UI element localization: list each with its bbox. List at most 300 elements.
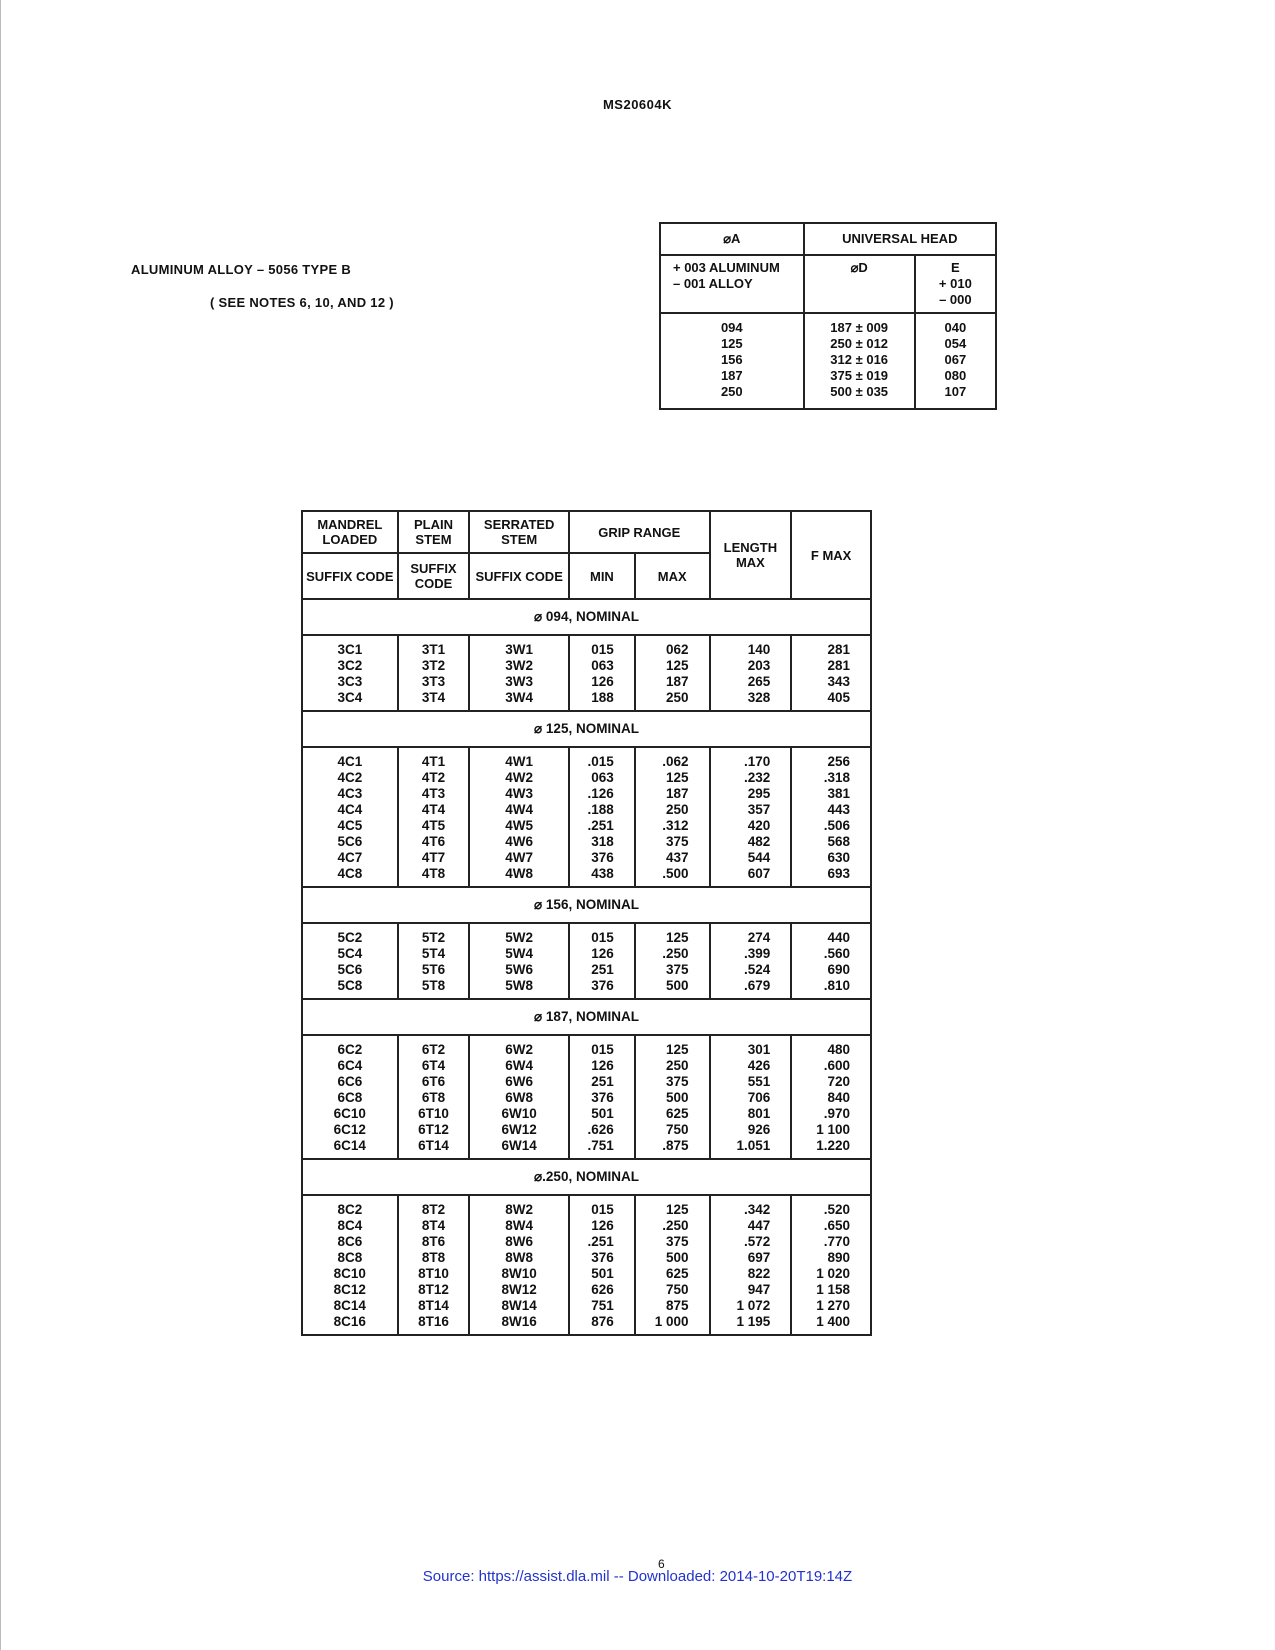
serrated-code: 8W14 (501, 1298, 537, 1313)
length-max: 801 (747, 1106, 771, 1121)
serrated-code: 3W2 (505, 658, 534, 673)
grip-max-cell (635, 747, 710, 887)
f-max-cell (791, 747, 871, 887)
mandrel-code: 3C4 (337, 690, 363, 705)
plain-code: 4T4 (421, 802, 446, 817)
header-plain-suffix-code: SUFFIX CODE (398, 553, 470, 599)
f-max: 568 (827, 834, 850, 849)
a-value: 094 (720, 320, 743, 335)
serrated-code: 8W8 (505, 1250, 534, 1265)
f-max: .810 (823, 978, 850, 993)
header-f-max: F MAX (791, 511, 871, 599)
a-value: 156 (720, 352, 743, 367)
notes-reference: ( SEE NOTES 6, 10, AND 12 ) (210, 295, 394, 310)
length-max-cell (710, 635, 792, 711)
length-max: 420 (747, 818, 771, 833)
serrated-code: 6W12 (501, 1122, 537, 1137)
header-grip-min: MIN (569, 553, 635, 599)
grip-min: 126 (591, 946, 614, 961)
length-max: 482 (747, 834, 771, 849)
length-max: 697 (747, 1250, 771, 1265)
length-max-cell (710, 1195, 792, 1335)
e-value: 067 (944, 352, 967, 367)
grip-min: 438 (591, 866, 614, 881)
grip-max: .875 (662, 1138, 689, 1153)
grip-max: 875 (666, 1298, 689, 1313)
grip-min: 376 (591, 850, 614, 865)
d-values-cell (804, 313, 915, 409)
section-title: ⌀ 156, NOMINAL (302, 887, 871, 923)
mandrel-code: 4C2 (337, 770, 363, 785)
serrated-code: 6W14 (501, 1138, 537, 1153)
f-max: .560 (823, 946, 850, 961)
length-max: .170 (743, 754, 771, 769)
plain-code: 6T4 (421, 1058, 446, 1073)
grip-min: 126 (591, 1058, 614, 1073)
serrated-code: 5W4 (505, 946, 534, 961)
serrated-code: 8W6 (505, 1234, 534, 1249)
f-max: .318 (823, 770, 850, 785)
serrated-code: 8W12 (501, 1282, 537, 1297)
plain-code: 8T16 (418, 1314, 449, 1329)
plain-code: 4T8 (421, 866, 446, 881)
section-data-row (302, 635, 871, 711)
serrated-code: 4W2 (505, 770, 534, 785)
mandrel-code: 8C6 (337, 1234, 363, 1249)
mandrel-code: 8C4 (337, 1218, 363, 1233)
length-max: 203 (747, 658, 771, 673)
grip-max-cell (635, 1195, 710, 1335)
e-value: 054 (944, 336, 967, 351)
mandrel-code: 5C6 (337, 834, 363, 849)
serrated-code: 8W4 (505, 1218, 534, 1233)
mandrel-code: 8C16 (333, 1314, 366, 1329)
plain-code: 8T12 (418, 1282, 449, 1297)
grip-max: 625 (666, 1266, 689, 1281)
mandrel-code: 8C2 (337, 1202, 363, 1217)
mandrel-code-cell (302, 635, 398, 711)
grip-min: 751 (591, 1298, 614, 1313)
grip-min: 876 (591, 1314, 614, 1329)
plain-code: 6T2 (421, 1042, 446, 1057)
plain-code: 4T2 (421, 770, 446, 785)
f-max: .650 (823, 1218, 850, 1233)
grip-min: .126 (587, 786, 614, 801)
mandrel-code-cell (302, 1195, 398, 1335)
length-max: 426 (747, 1058, 771, 1073)
plain-code: 4T1 (421, 754, 446, 769)
f-max: 1 100 (816, 1122, 850, 1137)
plain-code: 8T4 (421, 1218, 446, 1233)
grip-max: 062 (666, 642, 689, 657)
section-header-row (302, 887, 871, 923)
plain-code: 6T12 (418, 1122, 449, 1137)
section-title: ⌀.250, NOMINAL (302, 1159, 871, 1195)
source-footer: Source: https://assist.dla.mil -- Downloaded: 2014-10-20T19:14Z (422, 1568, 853, 1585)
grip-max: 375 (666, 1234, 689, 1249)
e-value: 040 (944, 320, 967, 335)
grip-min: 126 (591, 674, 614, 689)
plain-code: 6T14 (418, 1138, 449, 1153)
section-header-row (302, 711, 871, 747)
plain-code-cell (398, 1035, 470, 1159)
mandrel-code: 5C4 (337, 946, 363, 961)
serrated-code: 5W6 (505, 962, 534, 977)
grip-max: 250 (666, 690, 689, 705)
plain-code: 5T2 (421, 930, 446, 945)
plain-code: 5T6 (421, 962, 446, 977)
length-max: .232 (743, 770, 771, 785)
plain-code: 8T14 (418, 1298, 449, 1313)
mandrel-code: 3C2 (337, 658, 363, 673)
length-max-cell (710, 1035, 792, 1159)
grip-max: .500 (662, 866, 689, 881)
serrated-code: 6W4 (505, 1058, 534, 1073)
f-max-cell (791, 1035, 871, 1159)
f-max: .970 (823, 1106, 850, 1121)
grip-min: 015 (591, 930, 614, 945)
grip-min: .015 (587, 754, 614, 769)
grip-max: .250 (662, 946, 689, 961)
f-max: .600 (823, 1058, 850, 1073)
grip-max: 187 (666, 674, 689, 689)
plain-code: 4T6 (421, 834, 446, 849)
grip-max: .312 (662, 818, 689, 833)
rivet-dimension-table (301, 510, 872, 1336)
length-max: 706 (747, 1090, 771, 1105)
serrated-code: 6W8 (505, 1090, 534, 1105)
plain-code: 8T8 (421, 1250, 446, 1265)
f-max: 630 (827, 850, 850, 865)
d-value: 312 ± 016 (830, 352, 889, 367)
plain-code: 4T3 (421, 786, 446, 801)
f-max: 693 (827, 866, 850, 881)
length-max: 544 (747, 850, 771, 865)
a-tolerance-minus: – 001 ALLOY (673, 276, 753, 291)
length-max: 926 (747, 1122, 771, 1137)
plain-code: 3T4 (421, 690, 446, 705)
mandrel-code: 6C6 (337, 1074, 363, 1089)
grip-max: .250 (662, 1218, 689, 1233)
grip-min: 063 (591, 658, 614, 673)
header-grip-range: GRIP RANGE (569, 511, 710, 553)
grip-max: 750 (666, 1282, 689, 1297)
a-values-cell (660, 313, 804, 409)
grip-min: .188 (587, 802, 614, 817)
mandrel-code: 4C8 (337, 866, 363, 881)
section-data-row (302, 1035, 871, 1159)
plain-code: 3T1 (421, 642, 446, 657)
serrated-code: 4W4 (505, 802, 534, 817)
d-value: 250 ± 012 (830, 336, 889, 351)
f-max: .520 (823, 1202, 850, 1217)
f-max-cell (791, 1195, 871, 1335)
e-value: 080 (944, 368, 967, 383)
plain-code: 3T2 (421, 658, 446, 673)
section-header-row (302, 599, 871, 635)
mandrel-code: 6C10 (333, 1106, 366, 1121)
grip-min: 126 (591, 1218, 614, 1233)
header-mandrel-suffix-code: SUFFIX CODE (302, 553, 398, 599)
length-max: .342 (743, 1202, 771, 1217)
length-max-cell (710, 923, 792, 999)
length-max: 447 (747, 1218, 771, 1233)
e-value: 107 (944, 384, 967, 399)
serrated-code-cell (469, 1195, 569, 1335)
grip-max: 187 (666, 786, 689, 801)
length-max: .399 (743, 946, 771, 961)
plain-code: 6T8 (421, 1090, 446, 1105)
f-max: 405 (827, 690, 850, 705)
f-max: 1 158 (816, 1282, 850, 1297)
serrated-code-cell (469, 923, 569, 999)
grip-max: 125 (666, 1042, 689, 1057)
grip-min: .751 (587, 1138, 614, 1153)
f-max: 890 (827, 1250, 850, 1265)
mandrel-code: 4C5 (337, 818, 363, 833)
grip-max-cell (635, 635, 710, 711)
plain-code: 3T3 (421, 674, 446, 689)
grip-min: 376 (591, 978, 614, 993)
mandrel-code: 5C6 (337, 962, 363, 977)
serrated-code: 4W5 (505, 818, 534, 833)
grip-max: 500 (666, 1250, 689, 1265)
serrated-code: 3W1 (505, 642, 534, 657)
length-max: 274 (747, 930, 771, 945)
serrated-code: 8W16 (501, 1314, 537, 1329)
page-left-edge (0, 0, 1, 1650)
serrated-code: 6W2 (505, 1042, 534, 1057)
serrated-code: 3W3 (505, 674, 534, 689)
mandrel-code-cell (302, 923, 398, 999)
f-max: 281 (827, 658, 850, 673)
mandrel-code: 6C14 (333, 1138, 366, 1153)
serrated-code-cell (469, 747, 569, 887)
mandrel-code: 3C1 (337, 642, 363, 657)
mandrel-code-cell (302, 1035, 398, 1159)
f-max: 690 (827, 962, 850, 977)
plain-code-cell (398, 635, 470, 711)
serrated-code-cell (469, 1035, 569, 1159)
mandrel-code: 6C4 (337, 1058, 363, 1073)
mandrel-code: 4C1 (337, 754, 363, 769)
document-id: MS20604K (602, 97, 673, 112)
grip-max: 1 000 (654, 1314, 689, 1329)
length-max-cell (710, 747, 792, 887)
plain-code-cell (398, 923, 470, 999)
serrated-code: 4W6 (505, 834, 534, 849)
grip-min: 318 (591, 834, 614, 849)
f-max: 720 (827, 1074, 850, 1089)
a-value: 187 (720, 368, 743, 383)
length-max: 551 (747, 1074, 771, 1089)
a-value: 250 (720, 384, 743, 399)
rivet-table-body (302, 599, 871, 1335)
mandrel-code: 5C8 (337, 978, 363, 993)
grip-max: 250 (666, 802, 689, 817)
grip-max: 625 (666, 1106, 689, 1121)
f-max: 440 (827, 930, 850, 945)
mandrel-code: 4C7 (337, 850, 363, 865)
grip-min-cell (569, 747, 635, 887)
serrated-code: 5W8 (505, 978, 534, 993)
f-max-cell (791, 923, 871, 999)
plain-code: 4T7 (421, 850, 446, 865)
header-grip-max: MAX (635, 553, 710, 599)
serrated-code: 3W4 (505, 690, 534, 705)
universal-head-table (659, 222, 997, 410)
length-max: 607 (747, 866, 771, 881)
grip-max: 125 (666, 930, 689, 945)
a-tolerance-cell (660, 255, 804, 313)
mandrel-code: 8C12 (333, 1282, 366, 1297)
grip-max-cell (635, 923, 710, 999)
section-title: ⌀ 125, NOMINAL (302, 711, 871, 747)
mandrel-code: 5C2 (337, 930, 363, 945)
plain-code: 6T6 (421, 1074, 446, 1089)
f-max: 343 (827, 674, 850, 689)
grip-min: 188 (591, 690, 614, 705)
plain-code: 4T5 (421, 818, 446, 833)
mandrel-code-cell (302, 747, 398, 887)
f-max: 281 (827, 642, 850, 657)
serrated-code: 8W10 (501, 1266, 537, 1281)
col-e-header-cell (915, 255, 996, 313)
mandrel-code: 3C3 (337, 674, 363, 689)
f-max: 443 (827, 802, 850, 817)
serrated-code: 4W3 (505, 786, 534, 801)
d-value: 187 ± 009 (830, 320, 889, 335)
section-header-row (302, 999, 871, 1035)
grip-max: 375 (666, 834, 689, 849)
mandrel-code: 8C14 (333, 1298, 366, 1313)
grip-max: 500 (666, 1090, 689, 1105)
grip-min: 376 (591, 1250, 614, 1265)
plain-code: 8T2 (421, 1202, 446, 1217)
f-max: .770 (823, 1234, 850, 1249)
grip-max: .062 (662, 754, 689, 769)
mandrel-code: 8C8 (337, 1250, 363, 1265)
e-tolerance-plus: + 010 (938, 276, 972, 291)
header-serrated-stem: SERRATED STEM (469, 511, 569, 553)
plain-code: 6T10 (418, 1106, 449, 1121)
length-max: 1 195 (736, 1314, 771, 1329)
f-max: 381 (827, 786, 850, 801)
length-max: .679 (743, 978, 771, 993)
length-max: 301 (747, 1042, 771, 1057)
grip-min-cell (569, 923, 635, 999)
d-value: 500 ± 035 (830, 384, 889, 399)
length-max: 1 072 (736, 1298, 771, 1313)
mandrel-code: 6C8 (337, 1090, 363, 1105)
header-length-max: LENGTH MAX (710, 511, 792, 599)
plain-code: 8T10 (418, 1266, 449, 1281)
section-title: ⌀ 187, NOMINAL (302, 999, 871, 1035)
grip-max: 500 (666, 978, 689, 993)
grip-min: 251 (591, 1074, 614, 1089)
material-spec: ALUMINUM ALLOY – 5056 TYPE B (131, 262, 352, 277)
e-tolerance-minus: – 000 (939, 292, 972, 307)
plain-code-cell (398, 1195, 470, 1335)
f-max: 1 270 (816, 1298, 850, 1313)
grip-max: 375 (666, 1074, 689, 1089)
serrated-code-cell (469, 635, 569, 711)
mandrel-code: 4C3 (337, 786, 363, 801)
a-tolerance-plus: + 003 ALUMINUM (673, 260, 780, 275)
col-d-header: ⌀D (804, 255, 915, 313)
length-max: 357 (747, 802, 771, 817)
mandrel-code: 6C2 (337, 1042, 363, 1057)
grip-min: 626 (591, 1282, 614, 1297)
section-header-row (302, 1159, 871, 1195)
mandrel-code: 4C4 (337, 802, 363, 817)
plain-code: 8T6 (421, 1234, 446, 1249)
length-max: 140 (747, 642, 771, 657)
e-values-cell (915, 313, 996, 409)
length-max: .524 (743, 962, 771, 977)
section-data-row (302, 923, 871, 999)
length-max: 1.051 (736, 1138, 771, 1153)
header-plain-stem: PLAIN STEM (398, 511, 470, 553)
page-number: 6 (658, 1557, 665, 1571)
grip-min-cell (569, 635, 635, 711)
section-title: ⌀ 094, NOMINAL (302, 599, 871, 635)
length-max: 295 (747, 786, 771, 801)
f-max: 480 (827, 1042, 850, 1057)
section-data-row (302, 1195, 871, 1335)
grip-max: 125 (666, 658, 689, 673)
a-value: 125 (720, 336, 743, 351)
grip-max: 250 (666, 1058, 689, 1073)
grip-min: 015 (591, 642, 614, 657)
f-max: 1 020 (816, 1266, 850, 1281)
grip-max: 750 (666, 1122, 689, 1137)
length-max: 822 (747, 1266, 771, 1281)
grip-min-cell (569, 1035, 635, 1159)
length-max: 265 (747, 674, 771, 689)
d-value: 375 ± 019 (830, 368, 889, 383)
grip-max-cell (635, 1035, 710, 1159)
grip-max: 437 (666, 850, 689, 865)
col-a-header: ⌀A (660, 223, 804, 255)
grip-min: 376 (591, 1090, 614, 1105)
length-max: .572 (743, 1234, 771, 1249)
grip-min: .626 (587, 1122, 614, 1137)
grip-min: .251 (587, 1234, 614, 1249)
plain-code: 5T4 (421, 946, 446, 961)
universal-head-header: UNIVERSAL HEAD (804, 223, 996, 255)
grip-max: 125 (666, 1202, 689, 1217)
serrated-code: 6W10 (501, 1106, 537, 1121)
f-max: 1.220 (816, 1138, 850, 1153)
grip-min: 015 (591, 1202, 614, 1217)
f-max-cell (791, 635, 871, 711)
serrated-code: 4W1 (505, 754, 534, 769)
header-serrated-suffix-code: SUFFIX CODE (469, 553, 569, 599)
grip-max: 125 (666, 770, 689, 785)
grip-min: .251 (587, 818, 614, 833)
section-data-row (302, 747, 871, 887)
serrated-code: 4W7 (505, 850, 534, 865)
grip-min-cell (569, 1195, 635, 1335)
length-max: 328 (747, 690, 771, 705)
serrated-code: 5W2 (505, 930, 534, 945)
f-max: 1 400 (816, 1314, 850, 1329)
serrated-code: 8W2 (505, 1202, 534, 1217)
grip-min: 501 (591, 1266, 614, 1281)
f-max: 256 (827, 754, 850, 769)
grip-min: 063 (591, 770, 614, 785)
